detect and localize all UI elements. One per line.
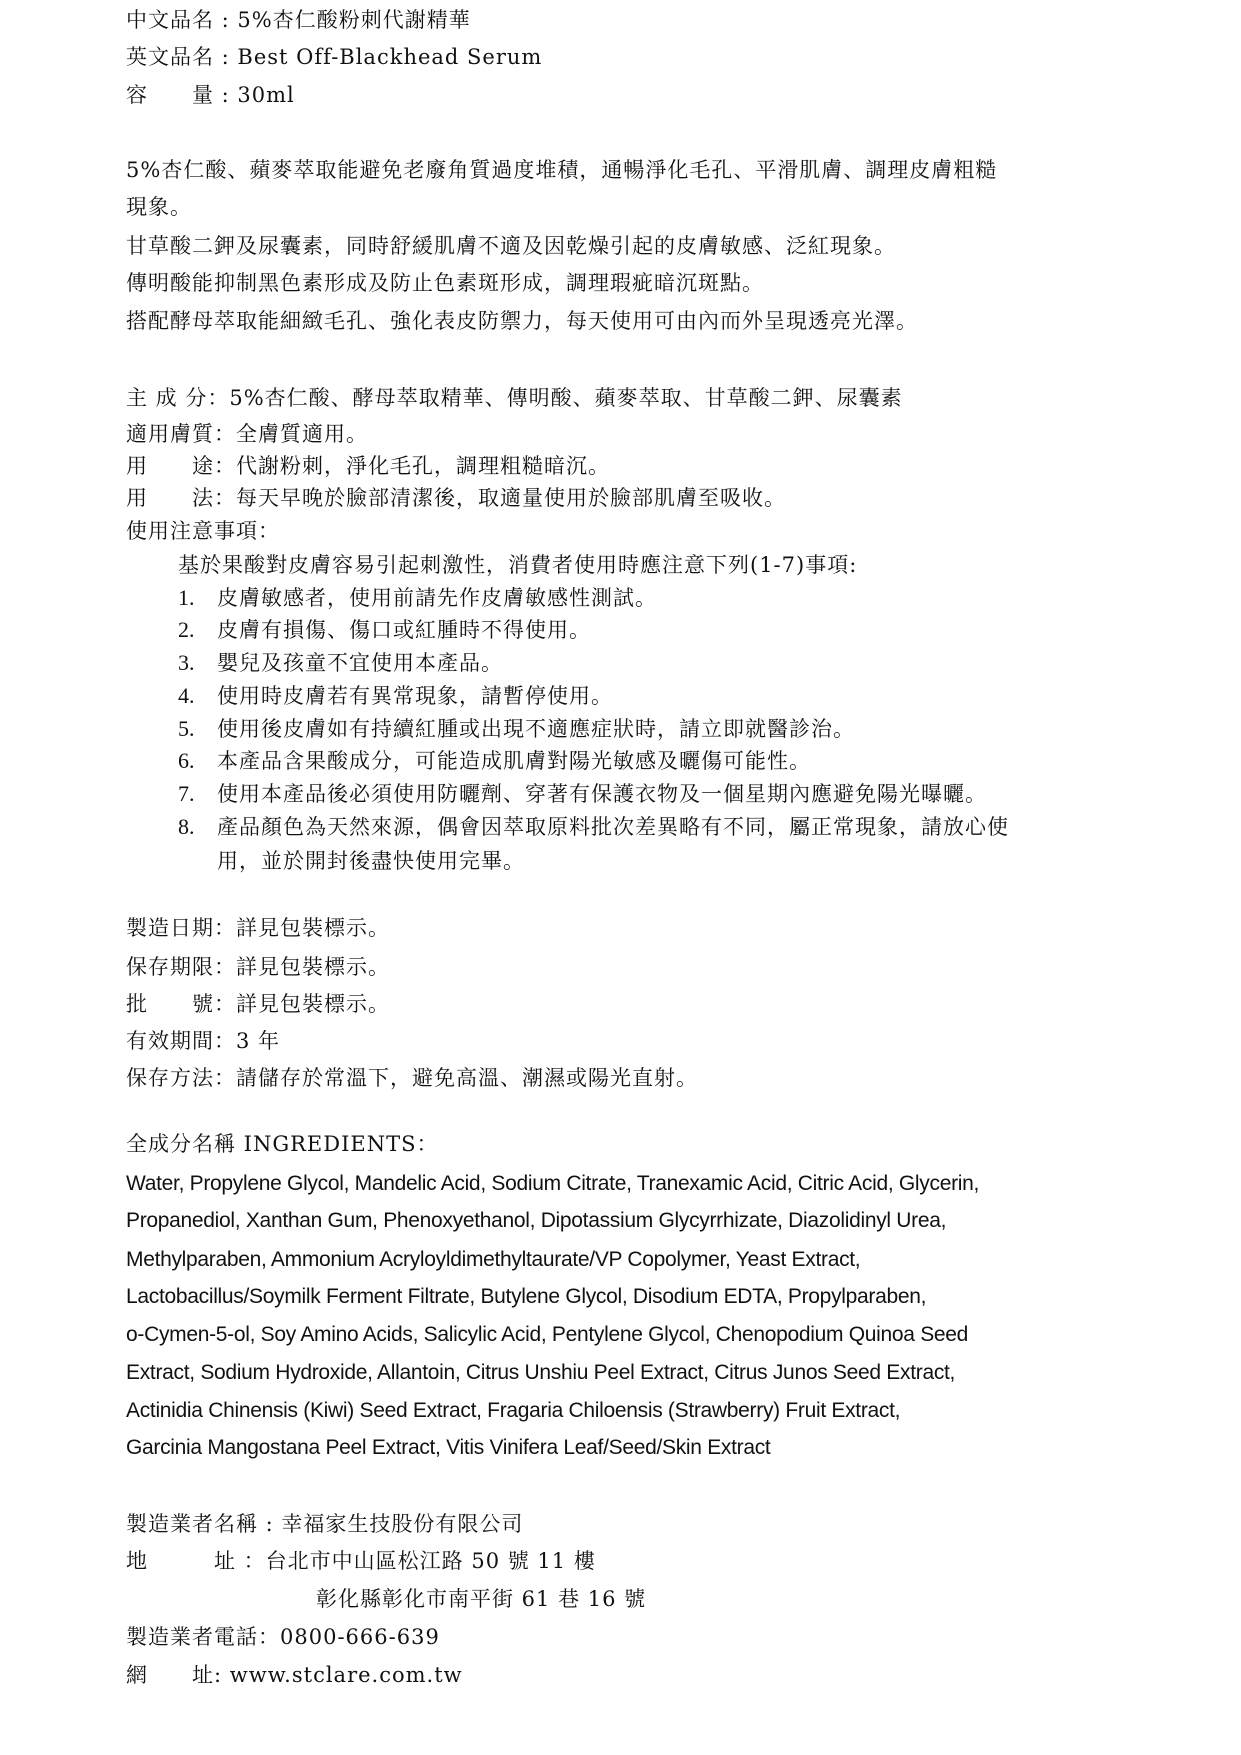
list-number: 5.	[178, 716, 195, 741]
main-ingredients: 主 成 分：5%杏仁酸、酵母萃取精華、傳明酸、蘋麥萃取、甘草酸二鉀、尿囊素	[126, 386, 903, 410]
list-item: 使用時皮膚若有異常現象，請暫停使用。	[217, 684, 613, 708]
ingredients-line: Actinidia Chinensis (Kiwi) Seed Extract, Fragaria Chiloensis (Strawberry) Fruit Extract,	[126, 1399, 901, 1422]
description-line: 傳明酸能抑制黑色素形成及防止色素斑形成，調理瑕疵暗沉斑點。	[126, 271, 764, 295]
list-item: 皮膚敏感者，使用前請先作皮膚敏感性測試。	[217, 586, 657, 610]
description-line: 現象。	[126, 195, 192, 219]
chinese-product-name: 中文品名 : 5%杏仁酸粉刺代謝精華	[126, 8, 471, 32]
ingredients-line: Propanediol, Xanthan Gum, Phenoxyethanol, Dipotassium Glycyrrhizate, Diazolidinyl Urea,	[126, 1209, 947, 1232]
skin-type: 適用膚質：全膚質適用。	[126, 422, 368, 446]
manufacturer-phone: 製造業者電話：0800-666-639	[126, 1625, 440, 1649]
list-item: 皮膚有損傷、傷口或紅腫時不得使用。	[217, 618, 591, 642]
volume: 容 量 : 30ml	[126, 83, 295, 107]
list-item: 產品顏色為天然來源，偶會因萃取原料批次差異略有不同，屬正常現象，請放心使	[217, 815, 1009, 839]
description-line: 5%杏仁酸、蘋麥萃取能避免老廢角質過度堆積，通暢淨化毛孔、平滑肌膚、調理皮膚粗糙	[126, 158, 998, 182]
ingredients-line: Water, Propylene Glycol, Mandelic Acid, Sodium Citrate, Tranexamic Acid, Citric Acid, Glycerin,	[126, 1172, 980, 1195]
ingredients-line: Extract, Sodium Hydroxide, Allantoin, Citrus Unshiu Peel Extract, Citrus Junos Seed Extract,	[126, 1361, 956, 1384]
storage-method: 保存方法：請儲存於常溫下，避免高溫、潮濕或陽光直射。	[126, 1066, 698, 1090]
shelf-life: 有效期間：3 年	[126, 1029, 281, 1053]
precautions-title: 使用注意事項：	[126, 519, 280, 543]
address: 地 址 ：台北市中山區松江路 50 號 11 樓	[126, 1549, 596, 1573]
ingredients-title: 全成分名稱 INGREDIENTS：	[126, 1132, 439, 1156]
ingredients-line: Lactobacillus/Soymilk Ferment Filtrate, Butylene Glycol, Disodium EDTA, Propylparaben,	[126, 1285, 927, 1308]
list-number: 7.	[178, 781, 195, 806]
ingredients-line: Methylparaben, Ammonium Acryloyldimethyltaurate/VP Copolymer, Yeast Extract,	[126, 1248, 861, 1271]
list-item: 使用本產品後必須使用防曬劑、穿著有保護衣物及一個星期內應避免陽光曝曬。	[217, 782, 987, 806]
ingredients-line: Garcinia Mangostana Peel Extract, Vitis Vinifera Leaf/Seed/Skin Extract	[126, 1436, 771, 1459]
list-item: 嬰兒及孩童不宜使用本產品。	[217, 651, 503, 675]
precautions-intro: 基於果酸對皮膚容易引起刺激性，消費者使用時應注意下列(1-7)事項:	[178, 553, 858, 577]
description-line: 甘草酸二鉀及尿囊素，同時舒緩肌膚不適及因乾燥引起的皮膚敏感、泛紅現象。	[126, 234, 896, 258]
list-number: 2.	[178, 617, 195, 642]
english-product-name: 英文品名 : Best Off-Blackhead Serum	[126, 45, 543, 69]
list-item: 本產品含果酸成分，可能造成肌膚對陽光敏感及曬傷可能性。	[217, 749, 811, 773]
website[interactable]: 網 址: www.stclare.com.tw	[126, 1663, 463, 1687]
list-number: 4.	[178, 683, 195, 708]
batch-number: 批 號：詳見包裝標示。	[126, 992, 390, 1016]
list-number: 6.	[178, 748, 195, 773]
list-number: 3.	[178, 650, 195, 675]
list-number: 1.	[178, 585, 195, 610]
expiry-date: 保存期限：詳見包裝標示。	[126, 955, 390, 979]
usage: 用 法：每天早晚於臉部清潔後，取適量使用於臉部肌膚至吸收。	[126, 486, 786, 510]
ingredients-line: o-Cymen-5-ol, Soy Amino Acids, Salicylic Acid, Pentylene Glycol, Chenopodium Quinoa Seed	[126, 1323, 969, 1346]
purpose: 用 途：代謝粉刺，淨化毛孔，調理粗糙暗沉。	[126, 454, 610, 478]
list-item: 使用後皮膚如有持續紅腫或出現不適應症狀時，請立即就醫診治。	[217, 717, 855, 741]
manufacturer-name: 製造業者名稱 : 幸福家生技股份有限公司	[126, 1512, 524, 1536]
list-number: 8.	[178, 814, 195, 839]
list-item-continuation: 用，並於開封後盡快使用完畢。	[217, 849, 525, 873]
description-line: 搭配酵母萃取能細緻毛孔、強化表皮防禦力，每天使用可由內而外呈現透亮光澤。	[126, 309, 918, 333]
manufacture-date: 製造日期：詳見包裝標示。	[126, 916, 390, 940]
address-secondary: 彰化縣彰化市南平街 61 巷 16 號	[316, 1587, 647, 1611]
